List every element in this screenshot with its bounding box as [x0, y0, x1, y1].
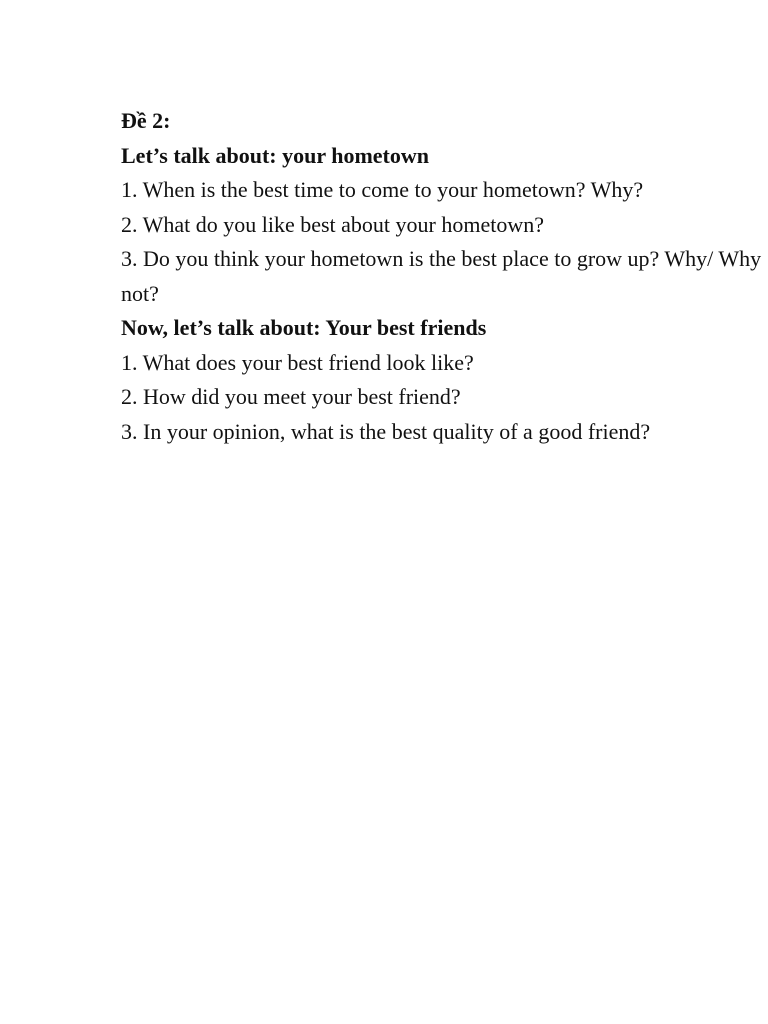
friends-question-1: 1. What does your best friend look like?: [121, 349, 474, 375]
hometown-question-2: 2. What do you like best about your hometown?: [121, 211, 545, 237]
friends-question-2: 2. How did you meet your best friend?: [121, 384, 461, 409]
exam-title: Đề 2:: [121, 108, 171, 133]
document-body: [121, 104, 768, 449]
section-heading-hometown: Let’s talk about: your hometown: [121, 142, 430, 168]
hometown-question-3: 3. Do you think your hometown is the best place to grow up? Why/ Why not?: [121, 246, 762, 306]
friends-question-3: 3. In your opinion, what is the best quality of a good friend?: [121, 418, 651, 444]
hometown-question-1: 1. When is the best time to come to your hometown? Why?: [121, 177, 644, 202]
section-heading-friends: Now, let’s talk about: Your best friends: [121, 315, 487, 340]
